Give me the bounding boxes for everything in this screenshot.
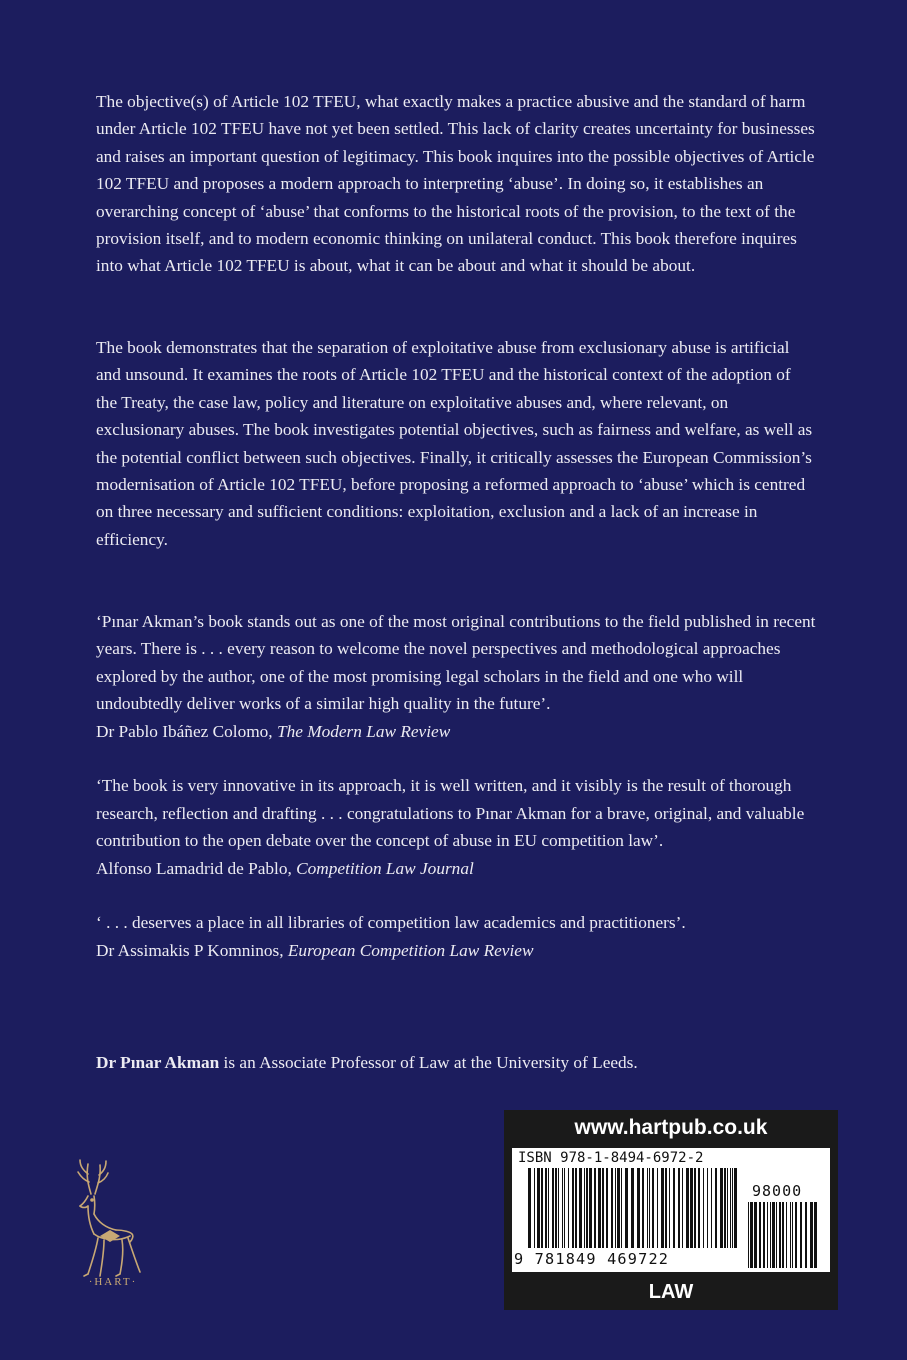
barcode-bar xyxy=(564,1168,565,1248)
barcode-bar xyxy=(776,1202,777,1268)
review-quote xyxy=(96,608,816,745)
barcode-bar xyxy=(657,1168,658,1248)
author-name: Dr Pınar Akman xyxy=(96,1053,220,1072)
quote-source xyxy=(96,855,816,882)
barcode-bar xyxy=(750,1202,753,1268)
barcode-bar xyxy=(534,1168,535,1248)
barcode-bar xyxy=(711,1168,712,1248)
barcode-box xyxy=(504,1110,838,1310)
barcode-bar xyxy=(584,1168,585,1248)
barcode-bar xyxy=(720,1168,723,1248)
review-quotes xyxy=(96,608,816,992)
barcode-bar xyxy=(770,1202,771,1268)
barcode-bar xyxy=(642,1168,644,1248)
quote-publication: The Modern Law Review xyxy=(276,721,451,741)
review-quote xyxy=(96,772,816,882)
barcode-bar xyxy=(594,1168,596,1248)
barcode-bar xyxy=(621,1168,622,1248)
barcode-bar xyxy=(631,1168,634,1248)
description-paragraph-1 xyxy=(96,88,816,280)
barcode-bar xyxy=(548,1168,549,1248)
barcode-bar xyxy=(575,1168,577,1248)
barcode-bar xyxy=(748,1202,749,1268)
barcode-bar xyxy=(694,1168,696,1248)
barcode-bar xyxy=(652,1168,654,1248)
author-bio-description: is an Associate Professor of Law at the University of Leeds. xyxy=(219,1053,638,1072)
publisher-url: www.hartpub.co.uk xyxy=(574,1116,768,1139)
barcode-bar xyxy=(586,1168,588,1248)
barcode-bar xyxy=(682,1168,683,1248)
price-barcode-icon xyxy=(748,1202,818,1268)
quote-text: ‘ . . . deserves a place in all libraries of competition law academics and practitioners’. xyxy=(96,913,686,933)
barcode-bar xyxy=(637,1168,640,1248)
barcode-bar xyxy=(647,1168,648,1248)
barcode-bar xyxy=(810,1202,813,1268)
category-label: LAW xyxy=(648,1281,694,1303)
barcode-bar xyxy=(698,1168,700,1248)
barcode-bar xyxy=(790,1202,791,1268)
barcode-bar xyxy=(606,1168,608,1248)
barcode-bar xyxy=(579,1168,582,1248)
quote-author: Dr Pablo Ibáñez Colomo, xyxy=(96,721,277,741)
barcode-bar xyxy=(589,1168,592,1248)
barcode-bar xyxy=(814,1202,817,1268)
barcode-bar xyxy=(661,1168,664,1248)
barcode-bar xyxy=(759,1202,761,1268)
barcode-bar xyxy=(572,1168,574,1248)
barcode-bar xyxy=(615,1168,616,1248)
quote-publication: European Competition Law Review xyxy=(287,940,534,960)
barcode-bar xyxy=(669,1168,670,1248)
barcode-bar xyxy=(715,1168,717,1248)
barcode-bar xyxy=(625,1168,628,1248)
barcode-bar xyxy=(598,1168,601,1248)
barcode-bar xyxy=(611,1168,613,1248)
barcode-bar xyxy=(795,1202,797,1268)
barcode-bar xyxy=(673,1168,675,1248)
barcode-bar xyxy=(800,1202,802,1268)
ean-barcode-icon xyxy=(528,1168,740,1248)
barcode-bar xyxy=(707,1168,708,1248)
barcode-bar xyxy=(545,1168,547,1248)
barcode-bar xyxy=(786,1202,787,1268)
quote-author: Alfonso Lamadrid de Pablo, xyxy=(96,858,297,878)
ean-digits: 9 781849 469722 xyxy=(514,1250,670,1268)
quote-author: Dr Assimakis P Komninos, xyxy=(96,940,288,960)
barcode-bar xyxy=(528,1168,531,1248)
barcode-bar xyxy=(732,1168,733,1248)
barcode-bar xyxy=(690,1168,693,1248)
barcode-bar xyxy=(552,1168,554,1248)
description-paragraph-2 xyxy=(96,334,816,553)
barcode-bar xyxy=(555,1168,557,1248)
barcode-bar xyxy=(754,1202,757,1268)
barcode-bar xyxy=(568,1168,569,1248)
barcode-bar xyxy=(617,1168,620,1248)
barcode-bar xyxy=(727,1168,728,1248)
review-quote xyxy=(96,909,816,964)
barcode-panel xyxy=(512,1148,830,1272)
author-bio-text xyxy=(96,1049,816,1076)
barcode-bar xyxy=(792,1202,793,1268)
barcode-bar xyxy=(703,1168,704,1248)
barcode-bar xyxy=(649,1168,650,1248)
quote-source xyxy=(96,937,816,964)
barcode-bar xyxy=(779,1202,781,1268)
quote-source xyxy=(96,718,816,745)
barcode-bar xyxy=(602,1168,604,1248)
barcode-bar xyxy=(763,1202,765,1268)
barcode-bar xyxy=(537,1168,540,1248)
barcode-bar xyxy=(772,1202,775,1268)
barcode-bar xyxy=(734,1168,737,1248)
barcode-bar xyxy=(562,1168,563,1248)
barcode-bar xyxy=(805,1202,807,1268)
barcode-bar xyxy=(686,1168,689,1248)
quote-text: ‘The book is very innovative in its approach, it is well written, and it visibly is the result of thorough research, reflection and drafting . . . congratulations to Pınar Akman for a brave, original, and valuable contribution to the open debate over the concept of abuse in EU competition law’. xyxy=(96,776,805,851)
price-code: 98000 xyxy=(752,1182,803,1200)
barcode-bar xyxy=(782,1202,784,1268)
barcode-bar xyxy=(665,1168,667,1248)
barcode-bar xyxy=(541,1168,543,1248)
author-bio xyxy=(96,1049,816,1076)
barcode-bar xyxy=(724,1168,726,1248)
barcode-bar xyxy=(767,1202,768,1268)
quote-text: ‘Pınar Akman’s book stands out as one of the most original contributions to the field published in recent years. There is . . . every reason to welcome the novel perspectives and methodological approaches explored by the author, one of the most promising legal scholars in the field and one who will undoubtedly deliver works of a similar high quality in the future’. xyxy=(96,612,816,714)
description-text-1: The objective(s) of Article 102 TFEU, what exactly makes a practice abusive and the standard of harm under Article 102 TFEU have not yet been settled. This lack of clarity creates uncertainty for businesses and raises an important question of legitimacy. This book inquires into the possible objectives of Article 102 TFEU and proposes a modern approach to interpreting ‘abuse’. In doing so, it establishes an overarching concept of ‘abuse’ that conforms to the historical roots of the provision, to the text of the provision itself, and to modern economic thinking on unilateral conduct. This book therefore inquires into what Article 102 TFEU is about, what it can be about and what it should be about. xyxy=(96,92,815,276)
isbn-label: ISBN 978-1-8494-6972-2 xyxy=(518,1150,704,1166)
barcode-bar xyxy=(678,1168,680,1248)
description-text-2: The book demonstrates that the separation of exploitative abuse from exclusionary abuse is artificial and unsound. It examines the roots of Article 102 TFEU and the historical context of the adoption of the Treaty, the case law, policy and literature on exploitative abuses and, where relevant, on exclusionary abuses. The book investigates potential objectives, such as fairness and welfare, as well as the potential conflict between such objectives. Finally, it critically assesses the European Commission’s modernisation of Article 102 TFEU, before proposing a reformed approach to ‘abuse’ which is centred on three necessary and sufficient conditions: exploitation, exclusion and a lack of an increase in efficiency. xyxy=(96,338,813,549)
hart-logo-text: ·HART· xyxy=(88,1276,138,1288)
quote-publication: Competition Law Journal xyxy=(296,858,474,878)
barcode-bar xyxy=(730,1168,731,1248)
barcode-bar xyxy=(558,1168,559,1248)
